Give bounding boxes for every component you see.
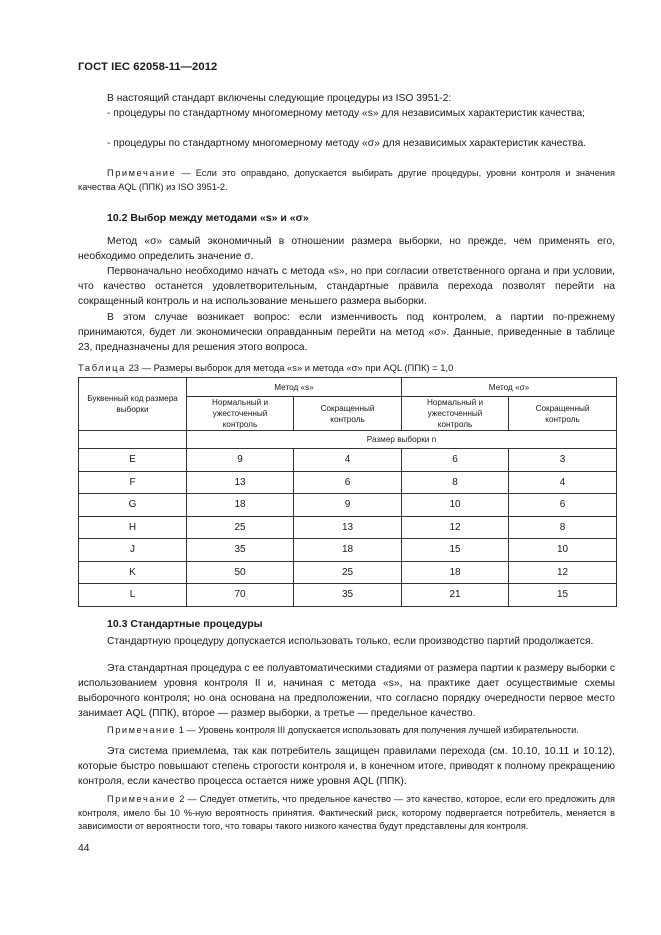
column-header-sigma-normal: Нормальный и ужесточенный контроль: [402, 397, 509, 431]
column-header-method-s: Метод «s»: [187, 378, 402, 397]
section-10-2-title: 10.2 Выбор между методами «s» и «σ»: [107, 212, 309, 224]
cell-s-normal: 18: [187, 494, 294, 517]
cell-sigma-reduced: 12: [509, 561, 617, 584]
row-code: G: [79, 494, 187, 517]
column-header-method-sigma: Метод «σ»: [402, 378, 617, 397]
cell-s-normal: 50: [187, 561, 294, 584]
cell-s-reduced: 35: [294, 584, 402, 607]
cell-sigma-reduced: 3: [509, 449, 617, 472]
note-text: 2 — Следует отметить, что предельное качество — это качество, которое, если его предложить для контроля, имело бы 10 %-ную вероятность принятия. Фактический риск, которому подвергается потребитель, меняется в зависимости от вероятности того, что товары такого низкого качества будут представлены для контроля.: [78, 794, 615, 831]
note-1: [78, 167, 615, 194]
cell-s-normal: 13: [187, 471, 294, 494]
cell-s-reduced: 6: [294, 471, 402, 494]
row-code: E: [79, 449, 187, 472]
row-code: H: [79, 516, 187, 539]
column-header-sigma-reduced: Сокращенный контроль: [509, 397, 617, 431]
cell-sigma-normal: 15: [402, 539, 509, 562]
section-10-3-paragraph-2: Эта стандартная процедура с ее полуавтоматическими стадиями от размера партии к размеру выборки с использованием уровня контроля II и, начиная с метода «s», на практике дает осуществимые схемы выборочного контроля; но она основана на предположении, что согласно порядку очередности первое место занимает AQL (ППК), второе — размер выборки, а третье — предельное качество.: [78, 663, 615, 719]
cell-sigma-reduced: 8: [509, 516, 617, 539]
cell-s-reduced: 4: [294, 449, 402, 472]
cell-sigma-reduced: 4: [509, 471, 617, 494]
cell-s-reduced: 25: [294, 561, 402, 584]
intro-line: В настоящий стандарт включены следующие процедуры из ISO 3951-2:: [107, 93, 452, 104]
section-10-3-paragraph-1: Стандартную процедуру допускается использовать только, если производство партий продолжается.: [107, 636, 594, 647]
cell-sigma-reduced: 10: [509, 539, 617, 562]
note-text: 1 — Уровень контроля III допускается использовать для получения лучшей избирательности.: [176, 725, 579, 735]
section-10-3-paragraph-3: Эта система приемлема, так как потребитель защищен правилами перехода (см. 10.10, 10.11 и 10.12), которые быстро повышают степень строгости контроля и, в конечном итоге, приводят к полному прекращению контроля, если качество процесса остается ниже уровня AQL (ППК).: [78, 746, 615, 787]
cell-s-reduced: 18: [294, 539, 402, 562]
intro-item-sigma: - процедуры по стандартному многомерному методу «σ» для независимых характеристик качества.: [107, 138, 587, 149]
cell-sigma-reduced: 15: [509, 584, 617, 607]
cell-s-reduced: 13: [294, 516, 402, 539]
row-code: J: [79, 539, 187, 562]
sample-size-table: [78, 377, 617, 607]
cell-s-reduced: 9: [294, 494, 402, 517]
section-10-2-paragraph-3: В этом случае возникает вопрос: если изменчивость под контролем, а партии по-прежнему принимаются, будет ли экономически оправданным перейти на метод «σ». Данные, приведенные в таблице 23, предназначены для решения этого вопроса.: [78, 312, 615, 353]
row-code: L: [79, 584, 187, 607]
note-text: — Если это оправдано, допускается выбирать другие процедуры, уровни контроля и значения качества AQL (ППК) из ISO 3951-2.: [78, 168, 615, 192]
table-caption: [78, 360, 453, 375]
cell-sigma-normal: 18: [402, 561, 509, 584]
column-header-s-reduced: Сокращенный контроль: [294, 397, 402, 431]
cell-sigma-normal: 21: [402, 584, 509, 607]
note-label: Примечание: [107, 725, 177, 735]
column-header-s-normal: Нормальный и ужесточенный контроль: [187, 397, 294, 431]
section-10-3-title: 10.3 Стандартные процедуры: [107, 618, 263, 630]
table-caption-text: 23 — Размеры выборок для метода «s» и метода «σ» при AQL (ППК) = 1,0: [125, 362, 454, 373]
cell-sigma-normal: 10: [402, 494, 509, 517]
note-label: Примечание: [107, 794, 177, 804]
row-code: F: [79, 471, 187, 494]
cell-sigma-normal: 12: [402, 516, 509, 539]
document-header: ГОСТ IEC 62058-11—2012: [78, 61, 218, 73]
cell-sigma-normal: 6: [402, 449, 509, 472]
section-10-2-paragraph-1: Метод «σ» самый экономичный в отношении размера выборки, но прежде, чем применять его, необходимо определить значение σ.: [78, 236, 615, 262]
cell-s-normal: 25: [187, 516, 294, 539]
cell-s-normal: 35: [187, 539, 294, 562]
cell-sigma-reduced: 6: [509, 494, 617, 517]
empty-cell: [79, 431, 187, 449]
note-label: Примечание: [107, 168, 177, 178]
cell-s-normal: 70: [187, 584, 294, 607]
cell-sigma-normal: 8: [402, 471, 509, 494]
column-header-code: Буквенный код размера выборки: [79, 378, 187, 431]
table-caption-label: Таблица: [78, 362, 126, 373]
section-10-3-note-1: [78, 724, 615, 738]
page-number: 44: [78, 843, 90, 854]
section-10-3-note-2: [78, 793, 615, 834]
row-code: K: [79, 561, 187, 584]
cell-s-normal: 9: [187, 449, 294, 472]
sample-size-header: Размер выборки n: [187, 431, 617, 449]
intro-item-s: - процедуры по стандартному многомерному методу «s» для независимых характеристик качества;: [107, 108, 585, 119]
section-10-2-paragraph-2: Первоначально необходимо начать с метода «s», но при согласии ответственного органа и при условии, что качество останется удовлетворительным, стандартные правила перехода позволят перейти на сокращенный контроль и на использование меньшего размера выборки.: [78, 266, 615, 307]
